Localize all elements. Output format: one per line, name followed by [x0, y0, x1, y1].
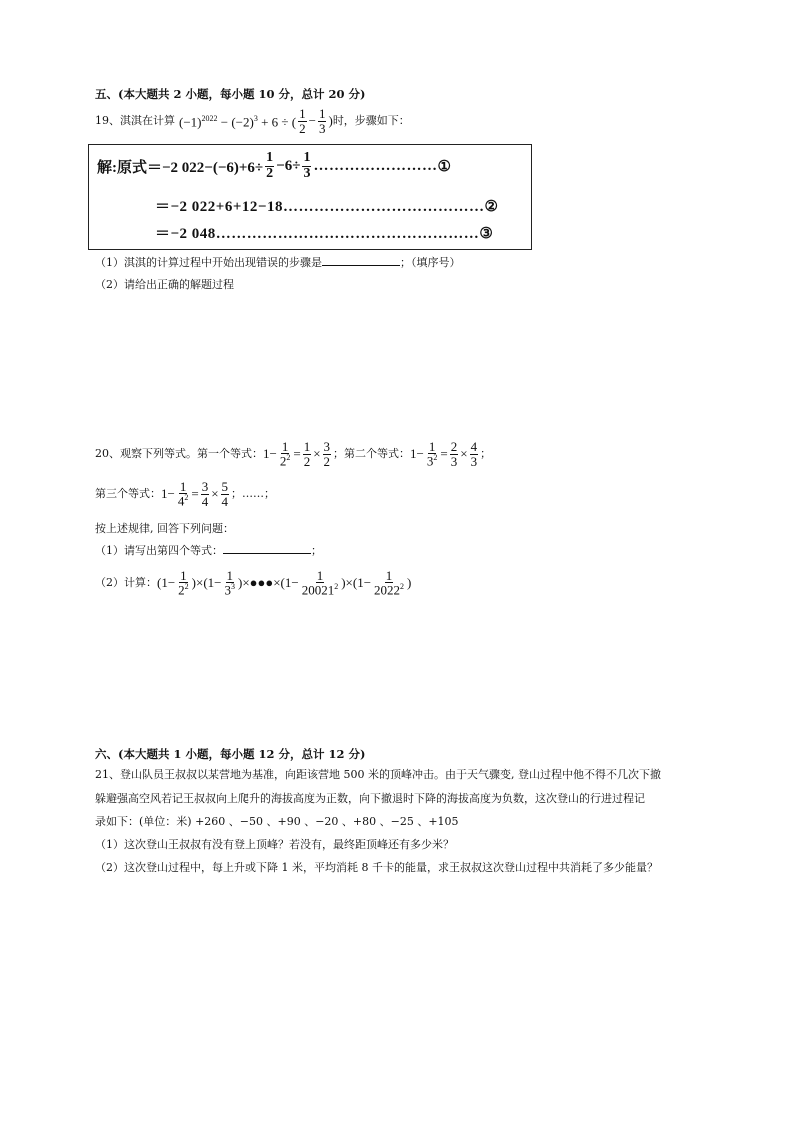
q19-expr-c: + 6 ÷ ( — [261, 114, 297, 130]
q20-eq1-one: 1− — [263, 446, 277, 461]
q20-eq3-rhs-fraction-1: $\frac{3}{4}$ — [201, 478, 209, 509]
q19-minus: − — [308, 113, 316, 128]
q20-eq3-rhs-fraction-2: $\frac{5}{4}$ — [221, 478, 229, 509]
q20-part1 — [95, 544, 322, 558]
q20-calc-term3-open: )×●●●×(1− — [238, 575, 299, 590]
solution-line-1 — [97, 151, 451, 181]
q20-calc-term3-fraction: $\frac{1}{20021^2}$ — [301, 567, 339, 598]
q19-fraction-2: $\frac{1}{3}$ — [318, 105, 326, 136]
q20-eq2-lhs-fraction: $\frac{1}{3^2}$ — [426, 438, 438, 469]
solution-line-2 — [155, 195, 498, 216]
q19-statement — [95, 104, 410, 138]
q20-calc-term1-open: (1− — [157, 575, 176, 590]
q20-eq2-one: 1− — [410, 446, 424, 461]
q20-third-label: 第三个等式： — [95, 487, 161, 500]
q20-calc-term1-fraction: $\frac{1}{2^2}$ — [178, 567, 189, 598]
q20-eq3-lhs-fraction: $\frac{1}{4^2}$ — [177, 478, 189, 509]
q20-calc-term2-fraction: $\frac{1}{3^3}$ — [224, 567, 235, 598]
q20-calc-term2-open: )×(1− — [191, 575, 222, 590]
q19-suffix: 时，步骤如下： — [332, 114, 410, 127]
q20-part1-tail: ； — [311, 544, 322, 557]
q21-part2: （2）这次登山过程中，每上升或下降 1 米，平均消耗 8 千卡的能量，求王叔叔这次登山过程中共消耗了多少能量？ — [95, 861, 658, 874]
q19-part2: （2）请给出正确的解题过程 — [95, 278, 234, 291]
q19-exp-b: 3 — [253, 114, 258, 124]
q20-instruction: 按上述规律, 回答下列问题： — [95, 522, 234, 535]
solution-line-2-text: ＝−2 022+6+12−18………………………………… — [155, 199, 485, 215]
q19-prefix: 19、淇淇在计算 — [95, 114, 175, 127]
q20-end: ； — [480, 447, 492, 460]
q20-part1-answer-blank[interactable] — [223, 553, 311, 554]
q19-solution-box — [88, 144, 532, 250]
q20-eq2-rhs-fraction-1: $\frac{2}{3}$ — [450, 438, 458, 469]
q19-expr-a: (−1) — [179, 114, 202, 130]
q20-eq3-one: 1− — [161, 486, 175, 501]
q20-eq1-lhs-fraction: $\frac{1}{2^2}$ — [279, 438, 291, 469]
q20-calc-term4-fraction: $\frac{1}{2022^2}$ — [374, 567, 405, 598]
step-marker-3: ③ — [479, 226, 493, 242]
q19-expr-end: ) — [328, 113, 333, 128]
solution-line-1-mid: −6÷ — [276, 157, 301, 174]
q20-part2-text: （2）计算： — [95, 576, 157, 589]
section5-title: 五、(本大题共 2 小题，每小题 10 分，总计 20 分) — [95, 87, 366, 101]
q20-mid: ；第二个等式： — [333, 447, 411, 460]
q21-line3: 录如下：(单位：米) +260 、−50 、+90 、−20 、+80 、−25 、+105 — [95, 815, 459, 828]
q19-fraction-1: $\frac{1}{2}$ — [299, 105, 306, 136]
solution-line-1-fraction-1: $\frac{1}{2}$ — [266, 150, 274, 181]
solution-line-3-text: ＝−2 048…………………………………………… — [155, 226, 480, 242]
q19-part1-answer-blank[interactable] — [322, 265, 400, 266]
q20-third-tail: ；……； — [231, 487, 276, 500]
q20-calc-close: ) — [407, 575, 412, 590]
solution-line-3 — [155, 222, 493, 243]
solution-line-1-dots: …………………… — [313, 157, 438, 174]
q20-calc-term4-open: )×(1− — [341, 575, 372, 590]
q19-exp-a: 2022 — [201, 114, 218, 124]
q20-eq1-rhs-fraction-1: $\frac{1}{2}$ — [303, 438, 311, 469]
q19-part1-tail: ；（填序号） — [400, 256, 461, 269]
q20-statement: 20、观察下列等式。第一个等式： 1− $\frac{1}{2^2}$ = $\frac{1}{2}$ × $\frac{3}{2}$ ；第二个等式： 1− $\frac{1}{3^2}$ = $\frac{2}{3}$ × $\frac{4}{3}$ ； — [95, 438, 492, 469]
section6-title: 六、(本大题共 1 小题，每小题 12 分，总计 12 分) — [95, 747, 366, 761]
q21-part1: （1）这次登山王叔叔有没有登上顶峰？若没有，最终距顶峰还有多少米？ — [95, 838, 454, 851]
q20-third-equation: 第三个等式： 1− $\frac{1}{4^2}$ = $\frac{3}{4}$ × $\frac{5}{4}$ ；……； — [95, 478, 276, 509]
q20-part2 — [95, 564, 411, 602]
q20-eq1-rhs-fraction-2: $\frac{3}{2}$ — [323, 438, 331, 469]
q21-line1: 21、登山队员王叔叔以某营地为基准，向距该营地 500 米的顶峰冲击。由于天气骤变, 登山过程中他不得不几次下撤 — [95, 768, 661, 781]
q19-part1-text: （1）淇淇的计算过程中开始出现错误的步骤是 — [95, 256, 322, 269]
q19-part1 — [95, 256, 461, 270]
solution-line-1-lead: 解:原式＝−2 022−(−6)+6÷ — [97, 159, 264, 176]
q20-part1-text: （1）请写出第四个等式： — [95, 544, 223, 557]
q19-expr-b: − (−2) — [220, 114, 254, 130]
q20-eq2-rhs-fraction-2: $\frac{4}{3}$ — [470, 438, 478, 469]
q20-prefix: 20、观察下列等式。第一个等式： — [95, 447, 263, 460]
q21-line2: 躲避强高空风若记王叔叔向上爬升的海拔高度为正数，向下撤退时下降的海拔高度为负数，这次登山的行进过程记 — [95, 792, 645, 805]
step-marker-2: ② — [484, 199, 498, 215]
step-marker-1: ① — [437, 158, 451, 175]
solution-line-1-fraction-2: $\frac{1}{3}$ — [303, 150, 311, 181]
